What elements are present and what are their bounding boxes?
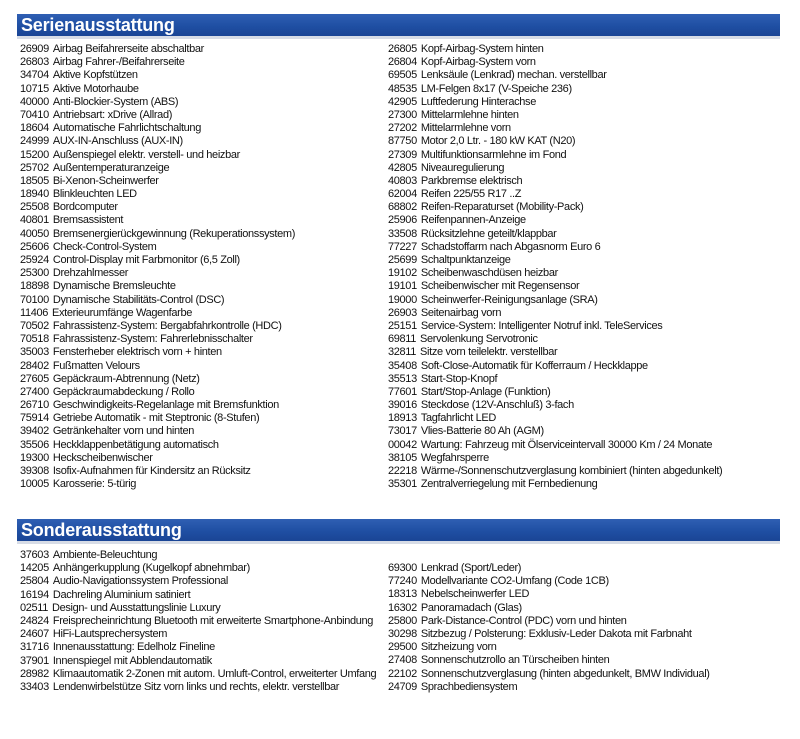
equipment-label: Start-Stop-Knopf	[420, 372, 498, 385]
equipment-label: Fensterheber elektrisch vorn + hinten	[52, 346, 222, 359]
equipment-label: Fahrassistenz-System: Bergabfahrkontrolle (HDC)	[52, 319, 282, 332]
equipment-item	[388, 135, 722, 148]
equipment-code: 18898	[20, 280, 49, 293]
equipment-code: 35003	[20, 346, 49, 359]
equipment-code: 22218	[388, 465, 417, 477]
equipment-label: Außenspiegel elektr. verstell- und heizbar	[52, 148, 240, 161]
equipment-label: Bremsassistent	[52, 214, 124, 227]
equipment-code: 40050	[20, 227, 49, 240]
equipment-code: 18505	[20, 174, 49, 187]
equipment-code: 14205	[20, 562, 49, 575]
equipment-item	[388, 654, 710, 667]
equipment-item	[388, 465, 722, 478]
equipment-code: 27309	[388, 148, 417, 161]
equipment-code: 28982	[20, 667, 49, 680]
equipment-label: Dynamische Stabilitäts-Control (DSC)	[52, 293, 225, 306]
equipment-item	[388, 188, 722, 201]
equipment-code: 27408	[388, 654, 417, 667]
equipment-item	[388, 307, 722, 320]
equipment-label: Panoramadach (Glas)	[420, 601, 522, 614]
equipment-item	[388, 254, 722, 267]
equipment-code: 28402	[20, 359, 49, 372]
equipment-label: Sitze vorn teilelektr. verstellbar	[420, 346, 558, 359]
equipment-code: 40803	[388, 174, 417, 187]
equipment-code: 31716	[20, 641, 49, 654]
equipment-item	[20, 575, 380, 588]
equipment-label: Außentemperaturanzeige	[52, 161, 170, 174]
equipment-code: 26805	[388, 43, 417, 55]
equipment-label: Antriebsart: xDrive (Allrad)	[52, 108, 173, 121]
equipment-label: Lenksäule (Lenkrad) mechan. verstellbar	[420, 69, 607, 82]
equipment-item	[20, 294, 295, 307]
equipment-item	[388, 452, 722, 465]
equipment-label: Modellvariante CO2-Umfang (Code 1CB)	[420, 575, 609, 588]
equipment-label: Niveauregulierung	[420, 161, 505, 174]
equipment-label: Schadstoffarm nach Abgasnorm Euro 6	[420, 240, 601, 253]
equipment-item	[20, 135, 295, 148]
equipment-label: Wärme-/Sonnenschutzverglasung kombiniert (hinten abgedunkelt)	[420, 465, 723, 477]
equipment-item	[20, 549, 380, 562]
equipment-code: 48535	[388, 82, 417, 95]
equipment-item	[20, 641, 380, 654]
equipment-item	[388, 96, 722, 109]
equipment-code: 25702	[20, 161, 49, 174]
equipment-label: Wegfahrsperre	[420, 451, 489, 464]
equipment-code: 25508	[20, 201, 49, 214]
equipment-code: 87750	[388, 135, 417, 148]
equipment-code: 75914	[20, 412, 49, 425]
equipment-label: Drehzahlmesser	[52, 267, 129, 280]
equipment-label: Design- und Ausstattungslinie Luxury	[52, 601, 221, 614]
equipment-code: 40000	[20, 95, 49, 108]
equipment-item	[20, 175, 295, 188]
equipment-item	[20, 214, 295, 227]
equipment-item	[20, 465, 295, 478]
equipment-code: 26804	[388, 56, 417, 69]
sonderausstattung-right-list	[388, 562, 710, 694]
equipment-label: Audio-Navigationssystem Professional	[52, 575, 228, 588]
equipment-label: Scheibenwaschdüsen heizbar	[420, 267, 558, 280]
equipment-label: Vlies-Batterie 80 Ah (AGM)	[420, 425, 544, 438]
equipment-label: Gepäckraum-Abtrennung (Netz)	[52, 372, 200, 385]
equipment-code: 02511	[20, 601, 49, 614]
equipment-label: Zentralverriegelung mit Fernbedienung	[420, 478, 598, 491]
equipment-label: Reifenpannen-Anzeige	[420, 214, 526, 227]
equipment-item	[388, 294, 722, 307]
equipment-item	[20, 452, 295, 465]
equipment-item	[388, 333, 722, 346]
equipment-label: Bremsenergierückgewinnung (Rekuperationssystem)	[52, 227, 296, 240]
equipment-code: 16302	[388, 601, 417, 614]
equipment-label: Karosserie: 5-türig	[52, 478, 137, 491]
equipment-code: 27605	[20, 372, 49, 385]
equipment-item	[388, 615, 710, 628]
equipment-code: 70410	[20, 108, 49, 121]
equipment-item	[388, 562, 710, 575]
equipment-item	[388, 399, 722, 412]
equipment-label: Aktive Kopfstützen	[52, 69, 138, 82]
equipment-item	[388, 43, 722, 56]
equipment-label: Blinkleuchten LED	[52, 188, 137, 201]
equipment-item	[20, 373, 295, 386]
equipment-code: 11406	[20, 306, 49, 319]
equipment-code: 25151	[388, 319, 417, 332]
equipment-code: 39402	[20, 425, 49, 438]
equipment-code: 70518	[20, 333, 49, 346]
equipment-code: 30298	[388, 627, 417, 640]
equipment-item	[20, 149, 295, 162]
equipment-code: 18913	[388, 412, 417, 425]
equipment-item	[20, 602, 380, 615]
equipment-label: Anhängerkupplung (Kugelkopf abnehmbar)	[52, 562, 250, 575]
equipment-item	[20, 228, 295, 241]
equipment-code: 25300	[20, 267, 49, 280]
equipment-item	[20, 655, 380, 668]
equipment-item	[388, 588, 710, 601]
equipment-label: Rücksitzlehne geteilt/klappbar	[420, 227, 557, 240]
equipment-label: Park-Distance-Control (PDC) vorn und hinten	[420, 614, 627, 627]
equipment-label: AUX-IN-Anschluss (AUX-IN)	[52, 135, 183, 148]
equipment-label: Gepäckraumabdeckung / Rollo	[52, 385, 195, 398]
equipment-code: 37901	[20, 654, 49, 667]
equipment-label: Getriebe Automatik - mit Steptronic (8-Stufen)	[52, 412, 260, 425]
equipment-code: 39308	[20, 465, 49, 477]
equipment-item	[20, 241, 295, 254]
equipment-code: 32811	[388, 346, 417, 359]
equipment-code: 18313	[388, 588, 417, 601]
sonderausstattung-left-list	[20, 549, 380, 694]
equipment-code: 69505	[388, 69, 417, 82]
equipment-code: 35506	[20, 438, 49, 451]
equipment-label: Heckklappenbetätigung automatisch	[52, 438, 219, 451]
equipment-item	[20, 43, 295, 56]
equipment-code: 24824	[20, 614, 49, 627]
equipment-code: 42905	[388, 95, 417, 108]
equipment-code: 42805	[388, 161, 417, 174]
equipment-item	[388, 175, 722, 188]
equipment-code: 62004	[388, 188, 417, 201]
equipment-item	[20, 122, 295, 135]
equipment-item	[388, 228, 722, 241]
equipment-item	[20, 56, 295, 69]
equipment-code: 15200	[20, 148, 49, 161]
equipment-code: 77601	[388, 385, 417, 398]
equipment-label: Freisprecheinrichtung Bluetooth mit erweiterte Smartphone-Anbindung	[52, 614, 374, 627]
equipment-label: Soft-Close-Automatik für Kofferraum / Heckklappe	[420, 359, 648, 372]
equipment-item	[20, 399, 295, 412]
equipment-item	[20, 83, 295, 96]
equipment-code: 26903	[388, 306, 417, 319]
equipment-code: 00042	[388, 438, 417, 451]
equipment-code: 24709	[388, 680, 417, 693]
equipment-code: 18604	[20, 122, 49, 135]
equipment-item	[20, 201, 295, 214]
equipment-code: 19102	[388, 267, 417, 280]
equipment-item	[20, 109, 295, 122]
equipment-label: Airbag Beifahrerseite abschaltbar	[52, 43, 204, 55]
equipment-code: 27300	[388, 108, 417, 121]
equipment-label: Aktive Motorhaube	[52, 82, 139, 95]
equipment-item	[388, 373, 722, 386]
equipment-label: Dachreling Aluminium satiniert	[52, 588, 191, 601]
equipment-code: 25804	[20, 575, 49, 588]
equipment-label: Control-Display mit Farbmonitor (6,5 Zoll)	[52, 254, 240, 266]
equipment-label: Parkbremse elektrisch	[420, 174, 523, 187]
equipment-code: 35513	[388, 372, 417, 385]
equipment-label: Check-Control-System	[52, 240, 157, 253]
equipment-code: 70502	[20, 319, 49, 332]
equipment-label: Lenkrad (Sport/Leder)	[420, 562, 522, 574]
equipment-label: Luftfederung Hinterachse	[420, 95, 536, 108]
equipment-code: 69300	[388, 562, 417, 574]
equipment-item	[388, 56, 722, 69]
equipment-item	[388, 69, 722, 82]
equipment-item	[20, 360, 295, 373]
equipment-code: 26710	[20, 399, 49, 412]
equipment-label: Start/Stop-Anlage (Funktion)	[420, 385, 551, 398]
equipment-code: 39016	[388, 399, 417, 412]
equipment-code: 40801	[20, 214, 49, 227]
equipment-code: 38105	[388, 451, 417, 464]
equipment-item	[388, 162, 722, 175]
equipment-item	[388, 267, 722, 280]
equipment-code: 77227	[388, 240, 417, 253]
equipment-item	[20, 307, 295, 320]
equipment-label: Bi-Xenon-Scheinwerfer	[52, 174, 159, 187]
equipment-label: Wartung: Fahrzeug mit Ölserviceintervall 30000 Km / 24 Monate	[420, 438, 713, 451]
equipment-label: Lendenwirbelstütze Sitz vorn links und rechts, elektr. verstellbar	[52, 680, 340, 693]
equipment-code: 77240	[388, 575, 417, 588]
equipment-label: Anti-Blockier-System (ABS)	[52, 95, 179, 108]
equipment-label: Scheinwerfer-Reinigungsanlage (SRA)	[420, 293, 598, 306]
equipment-item	[388, 425, 722, 438]
serienausstattung-right-list	[388, 43, 722, 491]
equipment-label: Klimaautomatik 2-Zonen mit autom. Umluft-Control, erweiterter Umfang	[52, 667, 377, 680]
equipment-label: Bordcomputer	[52, 201, 118, 214]
equipment-label: Isofix-Aufnahmen für Kindersitz an Rücksitz	[52, 465, 251, 477]
equipment-item	[20, 333, 295, 346]
equipment-item	[388, 83, 722, 96]
equipment-label: Getränkehalter vorn und hinten	[52, 425, 194, 438]
equipment-label: Reifen-Reparaturset (Mobility-Pack)	[420, 201, 584, 214]
equipment-code: 37603	[20, 549, 49, 561]
equipment-item	[388, 360, 722, 373]
equipment-label: Tagfahrlicht LED	[420, 412, 496, 425]
equipment-item	[20, 425, 295, 438]
sonderausstattung-header	[17, 519, 780, 544]
equipment-item	[388, 386, 722, 399]
equipment-item	[388, 214, 722, 227]
serienausstattung-header	[17, 14, 780, 39]
equipment-code: 18940	[20, 188, 49, 201]
equipment-label: Sitzheizung vorn	[420, 641, 497, 654]
equipment-code: 25699	[388, 254, 417, 266]
equipment-item	[20, 69, 295, 82]
equipment-label: Airbag Fahrer-/Beifahrerseite	[52, 56, 185, 69]
equipment-label: Scheibenwischer mit Regensensor	[420, 280, 580, 293]
equipment-label: Fußmatten Velours	[52, 359, 140, 372]
equipment-code: 34704	[20, 69, 49, 82]
equipment-item	[388, 412, 722, 425]
equipment-label: Automatische Fahrlichtschaltung	[52, 122, 201, 135]
equipment-code: 27202	[388, 122, 417, 135]
equipment-item	[388, 668, 710, 681]
equipment-label: Sonnenschutzverglasung (hinten abgedunkelt, BMW Individual)	[420, 667, 710, 680]
equipment-item	[20, 320, 295, 333]
equipment-item	[388, 575, 710, 588]
equipment-item	[20, 386, 295, 399]
equipment-item	[388, 320, 722, 333]
equipment-item	[20, 668, 380, 681]
equipment-label: Reifen 225/55 R17 ..Z	[420, 188, 522, 201]
equipment-label: Kopf-Airbag-System hinten	[420, 43, 544, 55]
equipment-item	[20, 254, 295, 267]
equipment-label: HiFi-Lautsprechersystem	[52, 628, 168, 641]
equipment-code: 26909	[20, 43, 49, 55]
equipment-item	[20, 562, 380, 575]
equipment-label: Schaltpunktanzeige	[420, 254, 511, 266]
equipment-item	[388, 681, 710, 694]
equipment-code: 26803	[20, 56, 49, 69]
equipment-code: 25906	[388, 214, 417, 227]
equipment-item	[388, 109, 722, 122]
equipment-item	[388, 628, 710, 641]
equipment-item	[20, 96, 295, 109]
equipment-code: 24607	[20, 628, 49, 641]
equipment-code: 19101	[388, 280, 417, 293]
equipment-label: Innenspiegel mit Abblendautomatik	[52, 654, 212, 667]
equipment-label: Mittelarmlehne hinten	[420, 108, 519, 121]
equipment-item	[20, 267, 295, 280]
equipment-label: Mittelarmlehne vorn	[420, 122, 511, 135]
equipment-item	[20, 346, 295, 359]
equipment-code: 29500	[388, 641, 417, 654]
equipment-label: Sitzbezug / Polsterung: Exklusiv-Leder Dakota mit Farbnaht	[420, 627, 692, 640]
equipment-code: 19000	[388, 293, 417, 306]
equipment-code: 68802	[388, 201, 417, 214]
equipment-code: 25924	[20, 254, 49, 266]
serienausstattung-title: Serienausstattung	[21, 15, 175, 35]
equipment-label: Heckscheibenwischer	[52, 451, 153, 464]
equipment-code: 19300	[20, 451, 49, 464]
serienausstattung-left-list	[20, 43, 295, 491]
equipment-label: Seitenairbag vorn	[420, 306, 502, 319]
equipment-code: 33508	[388, 227, 417, 240]
equipment-code: 27400	[20, 385, 49, 398]
equipment-label: Exterieurumfänge Wagenfarbe	[52, 306, 192, 319]
equipment-label: Ambiente-Beleuchtung	[52, 549, 158, 561]
equipment-label: Sonnenschutzrollo an Türscheiben hinten	[420, 654, 610, 667]
equipment-item	[388, 641, 710, 654]
equipment-code: 73017	[388, 425, 417, 438]
equipment-item	[20, 681, 380, 694]
equipment-label: Nebelscheinwerfer LED	[420, 588, 530, 601]
equipment-code: 69811	[388, 333, 417, 346]
equipment-code: 33403	[20, 680, 49, 693]
equipment-item	[388, 149, 722, 162]
equipment-item	[388, 602, 710, 615]
equipment-item	[388, 346, 722, 359]
equipment-label: Kopf-Airbag-System vorn	[420, 56, 536, 69]
equipment-code: 35301	[388, 478, 417, 491]
equipment-code: 25800	[388, 614, 417, 627]
equipment-label: Steckdose (12V-Anschluß) 3-fach	[420, 399, 574, 412]
equipment-label: Fahrassistenz-System: Fahrerlebnisschalter	[52, 333, 253, 346]
equipment-label: LM-Felgen 8x17 (V-Speiche 236)	[420, 82, 572, 95]
equipment-code: 35408	[388, 359, 417, 372]
equipment-item	[20, 188, 295, 201]
equipment-label: Dynamische Bremsleuchte	[52, 280, 176, 293]
equipment-code: 16194	[20, 588, 49, 601]
equipment-item	[388, 439, 722, 452]
equipment-label: Multifunktionsarmlehne im Fond	[420, 148, 567, 161]
equipment-item	[388, 122, 722, 135]
equipment-item	[388, 201, 722, 214]
equipment-code: 25606	[20, 240, 49, 253]
equipment-label: Motor 2,0 Ltr. - 180 kW KAT (N20)	[420, 135, 576, 148]
equipment-item	[20, 615, 380, 628]
equipment-code: 22102	[388, 667, 417, 680]
equipment-item	[20, 628, 380, 641]
equipment-code: 70100	[20, 293, 49, 306]
equipment-item	[20, 162, 295, 175]
equipment-label: Geschwindigkeits-Regelanlage mit Bremsfunktion	[52, 399, 279, 412]
equipment-label: Sprachbediensystem	[420, 680, 518, 693]
equipment-code: 10715	[20, 82, 49, 95]
equipment-label: Innenausstattung: Edelholz Fineline	[52, 641, 215, 654]
equipment-item	[20, 412, 295, 425]
equipment-item	[20, 280, 295, 293]
equipment-item	[388, 241, 722, 254]
equipment-label: Servolenkung Servotronic	[420, 333, 538, 346]
equipment-item	[20, 589, 380, 602]
equipment-item	[20, 439, 295, 452]
equipment-label: Service-System: Intelligenter Notruf inkl. TeleServices	[420, 319, 663, 332]
equipment-item	[388, 280, 722, 293]
equipment-code: 10005	[20, 478, 49, 491]
sonderausstattung-title: Sonderausstattung	[21, 520, 182, 540]
equipment-item	[20, 478, 295, 491]
equipment-item	[388, 478, 722, 491]
equipment-code: 24999	[20, 135, 49, 148]
